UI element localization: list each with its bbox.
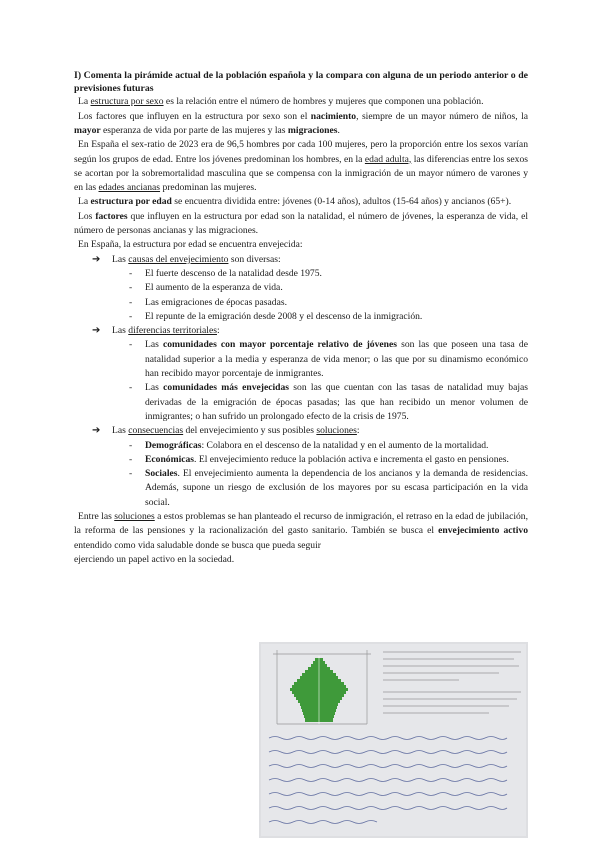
- bold-term: envejecimiento activo: [438, 525, 528, 537]
- underlined-term: edades ancianas: [98, 182, 161, 194]
- text: son las que poseen una tasa de natalidad superior a la media y esperanza de vida menor; o las que por su dinamismo económico han recibido mayor porcentaje de inmigrantes.: [145, 339, 528, 380]
- bold-term: factores: [95, 210, 128, 222]
- list-item: [74, 310, 528, 324]
- paragraph-solutions-end: ejerciendo un papel activo en la sociedad.: [74, 553, 235, 565]
- text: :: [356, 425, 360, 437]
- paragraph-sex-ratio: [74, 138, 528, 195]
- arrow-icon: ➔: [92, 325, 101, 337]
- paragraph-solutions: [74, 510, 528, 553]
- list-item-text: El repunte de la emigración desde 2008 y el descenso de la inmigración.: [145, 310, 423, 322]
- text: Las: [112, 253, 129, 265]
- text: Los: [78, 210, 96, 222]
- text: La: [78, 96, 91, 108]
- dash-bullet: -: [129, 282, 133, 294]
- underlined-term: estructura por sexo: [90, 96, 164, 108]
- paragraph-sex-structure: [74, 95, 528, 109]
- text: :: [216, 325, 220, 337]
- list-item-text: El fuerte descenso de la natalidad desde 1975.: [145, 267, 322, 279]
- arrow-icon: ➔: [92, 253, 101, 265]
- underlined-term: edad adulta,: [364, 153, 412, 165]
- bold-term: comunidades más envejecidas: [163, 382, 289, 394]
- paragraph-aging-intro: En España, la estructura por edad se encuentra envejecida:: [78, 239, 303, 251]
- notes-photo-drawing: [259, 642, 528, 838]
- paragraph-age-factors: [74, 210, 528, 239]
- bold-term: comunidades con mayor porcentaje relativo de jóvenes: [162, 339, 397, 351]
- list-item: [74, 281, 528, 295]
- text: del envejecimiento y sus posibles: [183, 425, 317, 437]
- text: predominan las mujeres.: [160, 182, 257, 194]
- arrow-icon: ➔: [92, 425, 101, 437]
- text: Entre las: [78, 511, 115, 523]
- text: a estos problemas se han planteado el recurso de inmigración, el retraso en la edad de jubilación, la reforma de las pensiones y la racionalización del gasto sanitario. También se busca el: [74, 511, 528, 537]
- text: : Colabora en el descenso de la natalidad y en el aumento de la mortalidad.: [201, 439, 489, 451]
- underlined-term: diferencias territoriales: [128, 325, 217, 337]
- underlined-term: consecuencias: [128, 425, 184, 437]
- list-item: [74, 453, 528, 467]
- list-item: [74, 439, 528, 453]
- list-item: [74, 267, 528, 281]
- bold-term: mayor: [74, 125, 101, 136]
- dash-bullet: -: [129, 453, 133, 465]
- bold-term: nacimiento: [310, 110, 357, 122]
- underlined-term: soluciones: [114, 511, 155, 523]
- text: son las que cuentan con las tasas de natalidad muy bajas derivadas de la emigración de épocas pasadas; las que han recibido un menor volumen de inmigrantes; o han sufrido un prolongado efecto de la crisis de 1975.: [145, 382, 528, 422]
- embedded-notes-photo: [259, 642, 528, 838]
- text: . El envejecimiento reduce la población activa e incrementa el gasto en pensiones.: [194, 453, 509, 465]
- dash-bullet: -: [129, 267, 133, 279]
- text: Las: [145, 382, 164, 394]
- arrow-item-territorial: [74, 324, 528, 338]
- text: , siempre de un mayor número de niños, la: [356, 110, 528, 122]
- dash-bullet: -: [129, 339, 133, 351]
- bold-term: Demográficas: [145, 439, 202, 451]
- list-item-text: El aumento de la esperanza de vida.: [145, 282, 283, 294]
- bold-term: Sociales: [145, 468, 178, 480]
- question-title: I) Comenta la pirámide actual de la población española y la compara con alguna de un periodo anterior o de previsiones futuras: [74, 70, 528, 95]
- bold-term: estructura por edad: [90, 196, 172, 208]
- text: es la relación entre el número de hombres y mujeres que componen una población.: [163, 96, 484, 108]
- list-item: [74, 338, 528, 381]
- text: entendido como vida saludable donde se busca que pueda seguir: [74, 539, 321, 551]
- text: son diversas:: [228, 253, 281, 265]
- territorial-list: [74, 338, 528, 424]
- paragraph-age-structure: [74, 195, 528, 209]
- text: . El envejecimiento aumenta la dependencia de los ancianos y la demanda de residencias. Además, supone un riesgo de exclusión de los mayores por su escasa participación en la vida social.: [145, 468, 528, 508]
- text: Las: [145, 339, 163, 351]
- list-item-text: Las emigraciones de épocas pasadas.: [145, 296, 287, 308]
- text: .: [337, 125, 340, 136]
- paragraph-sex-factors: [74, 110, 528, 139]
- list-item: [74, 296, 528, 310]
- causes-list: [74, 267, 528, 324]
- dash-bullet: -: [129, 468, 133, 480]
- dash-bullet: -: [129, 296, 133, 308]
- document-body: [74, 69, 528, 567]
- text: La: [78, 196, 91, 208]
- dash-bullet: -: [129, 439, 133, 451]
- bold-term: Económicas: [145, 453, 195, 465]
- text: se encuentra dividida entre: jóvenes (0-14 años), adultos (15-64 años) y ancianos (65+).: [171, 196, 512, 208]
- arrow-item-causes: [74, 253, 528, 267]
- dash-bullet: -: [129, 382, 133, 394]
- text: Las: [112, 425, 129, 437]
- underlined-term: causas del envejecimiento: [128, 253, 229, 265]
- consequences-list: [74, 439, 528, 510]
- text: En España el sex-ratio de 2023 era de 96,5 hombres por cada 100 mujeres, pero la proporción entre los sexos varían según los grupos de edad. Entre los jóvenes predominan los hombres, en la: [74, 139, 528, 165]
- text: que influyen en la estructura por edad son la natalidad, el número de jóvenes, la esperanza de vida, el número de personas ancianas y las migraciones.: [74, 210, 528, 237]
- text: Los factores que influyen en la estructura por sexo son el: [78, 110, 311, 122]
- text: esperanza de vida por parte de las mujeres y las: [100, 125, 288, 136]
- text: Las: [112, 325, 129, 337]
- underlined-term: soluciones: [316, 425, 357, 437]
- text: las diferencias entre los sexos se acortan por la sobremortalidad masculina que se compensa con la inmigración de un mayor número de varones y en las: [74, 153, 528, 194]
- list-item: [74, 467, 528, 510]
- list-item: [74, 381, 528, 424]
- arrow-item-consequences: [74, 424, 528, 438]
- bold-term: migraciones: [287, 125, 338, 136]
- dash-bullet: -: [129, 310, 133, 322]
